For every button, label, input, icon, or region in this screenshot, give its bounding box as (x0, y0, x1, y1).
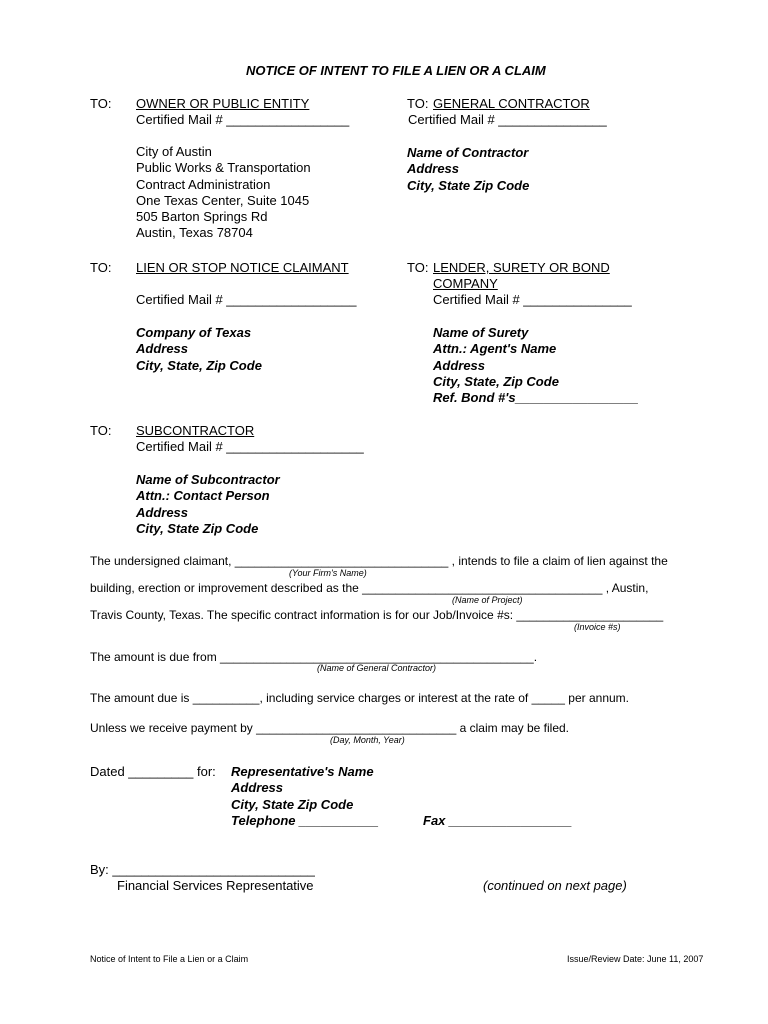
to-label-owner: TO: (90, 96, 112, 111)
page-title: NOTICE OF INTENT TO FILE A LIEN OR A CLAIM (246, 63, 546, 78)
sub-address-line: City, State Zip Code (136, 520, 259, 536)
project-name-caption: (Name of Project) (452, 595, 523, 605)
signature-line: By: ____________________________ (90, 862, 315, 877)
amount-due-from: The amount is due from _______________________________________________. (90, 650, 538, 664)
representative-line: City, State Zip Code (231, 796, 354, 812)
sub-address-block (136, 472, 280, 537)
surety-heading-line2: COMPANY (433, 276, 498, 291)
lien-address-line: Address (136, 341, 189, 357)
surety-address-line: Attn.: Agent's Name (433, 341, 557, 357)
footer-doc-title: Notice of Intent to File a Lien or a Claim (90, 954, 249, 964)
lien-address-block (136, 325, 262, 374)
representative-line: Address (231, 780, 284, 796)
surety-address-block (433, 325, 638, 406)
sub-address-line: Name of Subcontractor (136, 472, 280, 487)
surety-address-line: City, State, Zip Code (433, 373, 559, 389)
to-label-lien: TO: (90, 260, 112, 275)
continued-note: (continued on next page) (483, 878, 627, 893)
sub-certified-mail: Certified Mail # ___________________ (136, 439, 364, 454)
payment-deadline-statement: Unless we receive payment by ______________________________ a claim may be filed. (90, 721, 569, 735)
surety-heading-line1: LENDER, SURETY OR BOND (433, 260, 610, 275)
lien-certified-mail: Certified Mail # __________________ (136, 292, 357, 307)
surety-certified-mail: Certified Mail # _______________ (433, 292, 632, 307)
gc-heading: GENERAL CONTRACTOR (433, 96, 590, 111)
owner-heading: OWNER OR PUBLIC ENTITY (136, 96, 310, 111)
surety-address-line: Name of Surety (433, 325, 529, 340)
signature-role: Financial Services Representative (117, 878, 314, 893)
contract-statement: Travis County, Texas. The specific contract information is for our Job/Invoice #s: ______________________ (90, 608, 664, 622)
gc-name-caption: (Name of General Contractor) (317, 663, 437, 673)
firm-name-caption: (Your Firm's Name) (289, 568, 367, 578)
owner-address-line: 505 Barton Springs Rd (136, 209, 268, 225)
sub-address-line: Address (136, 504, 189, 520)
lien-heading: LIEN OR STOP NOTICE CLAIMANT (136, 260, 349, 275)
project-statement: building, erection or improvement described as the ____________________________________ , Austin, (90, 581, 649, 595)
to-label-sub: TO: (90, 423, 112, 438)
sub-heading: SUBCONTRACTOR (136, 423, 255, 438)
owner-address-line: One Texas Center, Suite 1045 (136, 192, 310, 208)
gc-certified-mail: Certified Mail # _______________ (408, 112, 607, 127)
claimant-statement: The undersigned claimant, ________________________________ , intends to file a claim of lien against the (90, 554, 668, 568)
lien-address-line: City, State, Zip Code (136, 357, 262, 373)
footer-review-date: Issue/Review Date: June 11, 2007 (567, 954, 704, 964)
owner-address-line: Public Works & Transportation (136, 160, 311, 176)
owner-certified-mail: Certified Mail # _________________ (136, 112, 350, 127)
to-label-gc: TO: (407, 96, 429, 111)
representative-line: Representative's Name (231, 764, 374, 779)
surety-address-line: Ref. Bond #'s_________________ (433, 390, 639, 406)
sub-address-line: Attn.: Contact Person (136, 488, 270, 504)
owner-address-line: Austin, Texas 78704 (136, 225, 253, 241)
gc-address-line: City, State Zip Code (407, 177, 530, 193)
invoice-caption: (Invoice #s) (574, 622, 621, 632)
dated-label: Dated _________ for: (90, 764, 216, 779)
owner-address-block (136, 144, 311, 242)
fax-field: Fax _________________ (423, 813, 572, 828)
to-label-surety: TO: (407, 260, 429, 275)
owner-address-line: City of Austin (136, 144, 212, 159)
representative-line: Telephone ___________ (231, 812, 379, 828)
representative-block (231, 764, 379, 829)
lien-address-line: Company of Texas (136, 325, 252, 340)
gc-address-line: Address (407, 161, 460, 177)
gc-address-line: Name of Contractor (407, 145, 529, 160)
surety-address-line: Address (433, 357, 486, 373)
date-caption: (Day, Month, Year) (330, 735, 405, 745)
amount-due-statement: The amount due is __________, including service charges or interest at the rate of _____ per annum. (90, 691, 630, 705)
gc-address-block (407, 145, 529, 194)
owner-address-line: Contract Administration (136, 176, 271, 192)
